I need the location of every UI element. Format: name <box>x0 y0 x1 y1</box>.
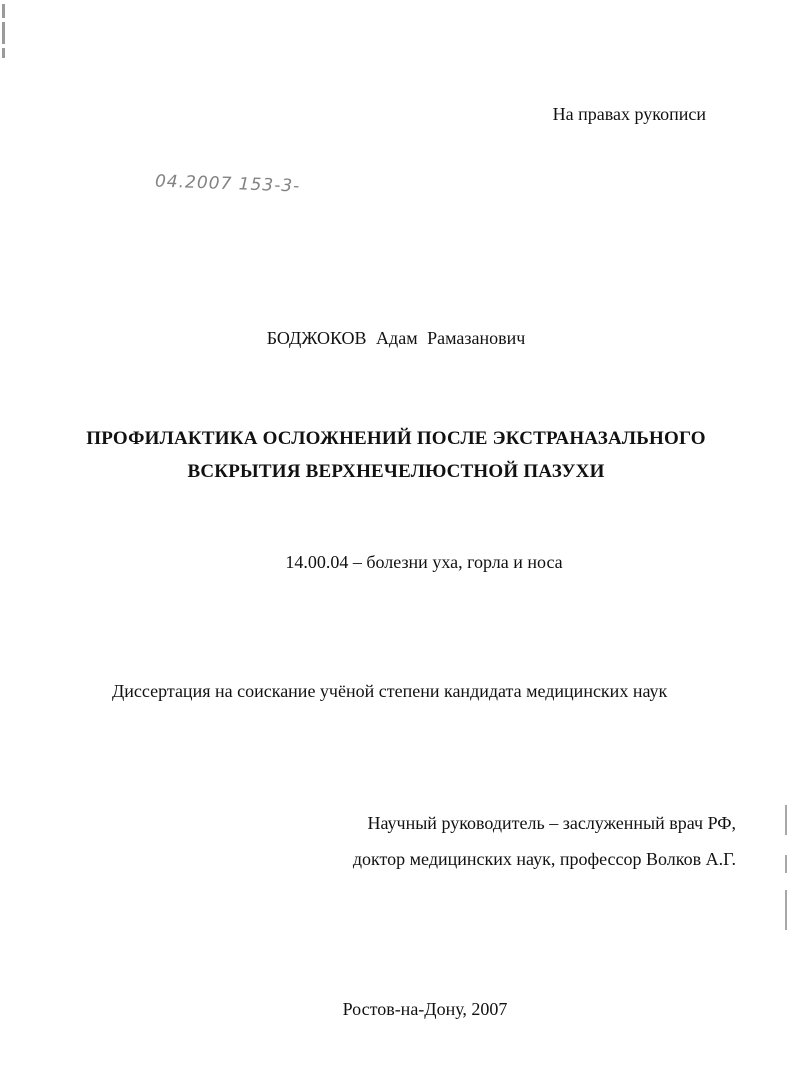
scan-edge-artifact-right <box>785 805 789 935</box>
supervisor-block <box>353 805 736 877</box>
specialty-code: 14.00.04 – болезни уха, горла и носа <box>285 552 563 572</box>
supervisor-line-2: доктор медицинских наук, профессор Волков А.Г. <box>352 849 736 869</box>
title-line-2: ВСКРЫТИЯ ВЕРХНЕЧЕЛЮСТНОЙ ПАЗУХИ <box>187 461 605 482</box>
supervisor-line-1: Научный руководитель – заслуженный врач РФ, <box>367 813 736 833</box>
author-name: БОДЖОКОВ Адам Рамазанович <box>266 328 526 348</box>
degree-statement: Диссертация на соискание учёной степени кандидата медицинских наук <box>112 681 668 701</box>
manuscript-note: На правах рукописи <box>552 104 706 124</box>
archive-stamp-number: 04.2007 153-3- <box>154 171 301 197</box>
city-year: Ростов-на-Дону, 2007 <box>342 999 508 1019</box>
scan-edge-artifact-left <box>2 4 6 64</box>
title-line-1: ПРОФИЛАКТИКА ОСЛОЖНЕНИЙ ПОСЛЕ ЭКСТРАНАЗАЛЬНОГО <box>86 428 706 449</box>
dissertation-title <box>60 422 732 488</box>
